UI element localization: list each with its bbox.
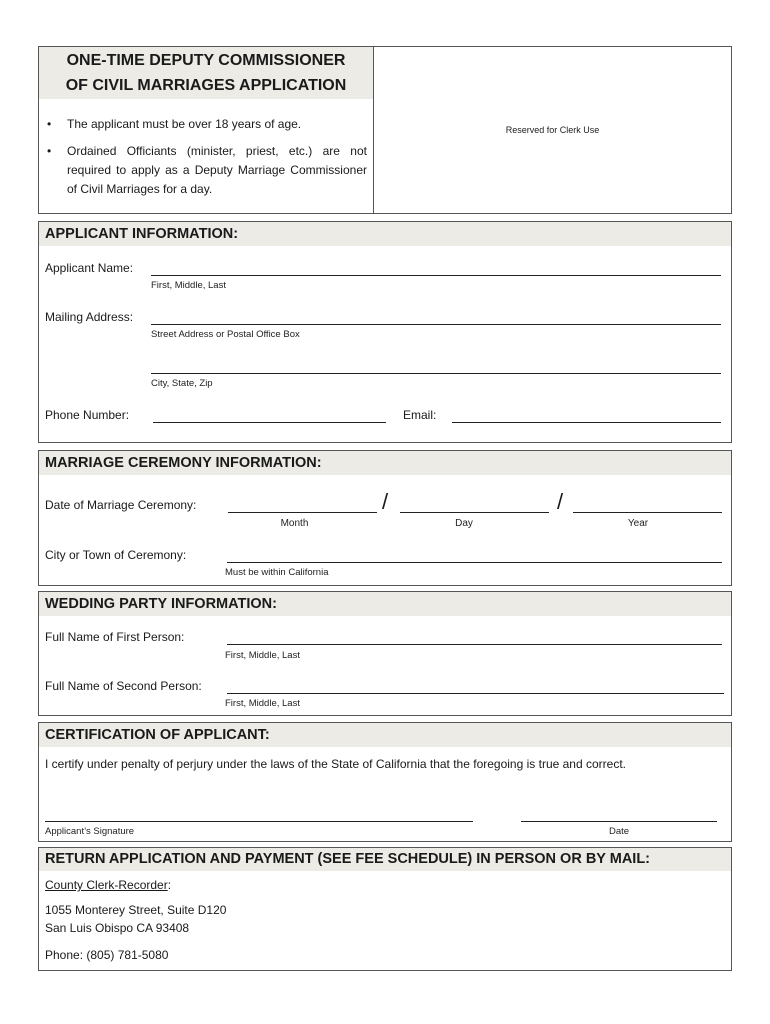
office-address-line1: 1055 Monterey Street, Suite D120 [45, 903, 227, 917]
bullet-icon: • [47, 117, 52, 131]
ceremony-city-label: City or Town of Ceremony: [45, 548, 187, 562]
mailing-address-street-hint: Street Address or Postal Office Box [151, 329, 300, 340]
applicant-signature-field[interactable] [45, 821, 473, 822]
first-person-hint: First, Middle, Last [225, 650, 300, 661]
first-person-label: Full Name of First Person: [45, 630, 185, 644]
bullet-officiants-note: Ordained Officiants (minister, priest, etc.) are not required to apply as a Deputy Marriage Commissioner of Civil Marriages for a day. [67, 144, 367, 196]
office-address-line2: San Luis Obispo CA 93408 [45, 921, 190, 935]
second-person-hint: First, Middle, Last [225, 698, 300, 709]
applicant-signature-label: Applicant’s Signature [45, 826, 135, 837]
ceremony-city-field[interactable] [227, 562, 722, 563]
signature-date-field[interactable] [521, 821, 717, 822]
date-separator: / [557, 489, 564, 514]
ceremony-header: MARRIAGE CEREMONY INFORMATION: [39, 451, 731, 475]
mailing-address-street-field[interactable] [151, 324, 721, 325]
email-field[interactable] [452, 422, 721, 423]
applicant-section [38, 221, 732, 443]
certification-statement: I certify under penalty of perjury under the laws of the State of California that the foregoing is true and correct. [45, 757, 626, 771]
first-person-name-field[interactable] [227, 644, 722, 645]
applicant-header: APPLICANT INFORMATION: [39, 222, 731, 246]
ceremony-date-label: Date of Marriage Ceremony: [45, 498, 197, 512]
phone-number-label: Phone Number: [45, 408, 130, 422]
applicant-name-hint: First, Middle, Last [151, 280, 226, 291]
applicant-name-field[interactable] [151, 275, 721, 276]
wedding-party-header: WEDDING PARTY INFORMATION: [39, 592, 731, 616]
date-separator: / [382, 489, 389, 514]
mailing-address-city-hint: City, State, Zip [151, 378, 213, 389]
certification-header: CERTIFICATION OF APPLICANT: [39, 723, 731, 747]
form-title-line2: OF CIVIL MARRIAGES APPLICATION [65, 77, 347, 94]
return-header: RETURN APPLICATION AND PAYMENT (SEE FEE SCHEDULE) IN PERSON OR BY MAIL: [39, 848, 731, 871]
year-hint: Year [627, 518, 649, 529]
certification-section [38, 722, 732, 842]
ceremony-year-field[interactable] [573, 512, 722, 513]
title-box [38, 46, 732, 214]
wedding-party-section [38, 591, 732, 716]
county-clerk-recorder-link[interactable]: County Clerk-Recorder [45, 878, 168, 892]
ceremony-city-hint: Must be within California [225, 567, 329, 578]
phone-number-field[interactable] [153, 422, 386, 423]
clerk-use-box: Reserved for Clerk Use [505, 125, 600, 135]
second-person-label: Full Name of Second Person: [45, 679, 202, 693]
bullet-icon: • [47, 144, 52, 158]
month-hint: Month [280, 518, 309, 529]
form-title-line1: ONE-TIME DEPUTY COMMISSIONER [66, 52, 346, 69]
bullet-age-requirement: The applicant must be over 18 years of age. [67, 117, 302, 131]
second-person-name-field[interactable] [227, 693, 724, 694]
email-label: Email: [403, 408, 437, 422]
signature-date-label: Date [608, 826, 630, 837]
county-clerk-recorder [45, 878, 171, 892]
day-hint: Day [455, 518, 473, 529]
county-clerk-colon: : [167, 878, 172, 892]
applicant-name-label: Applicant Name: [45, 261, 134, 275]
mailing-address-city-field[interactable] [151, 373, 721, 374]
mailing-address-label: Mailing Address: [45, 310, 134, 324]
office-phone: Phone: (805) 781-5080 [45, 948, 169, 962]
ceremony-day-field[interactable] [400, 512, 549, 513]
ceremony-month-field[interactable] [228, 512, 377, 513]
